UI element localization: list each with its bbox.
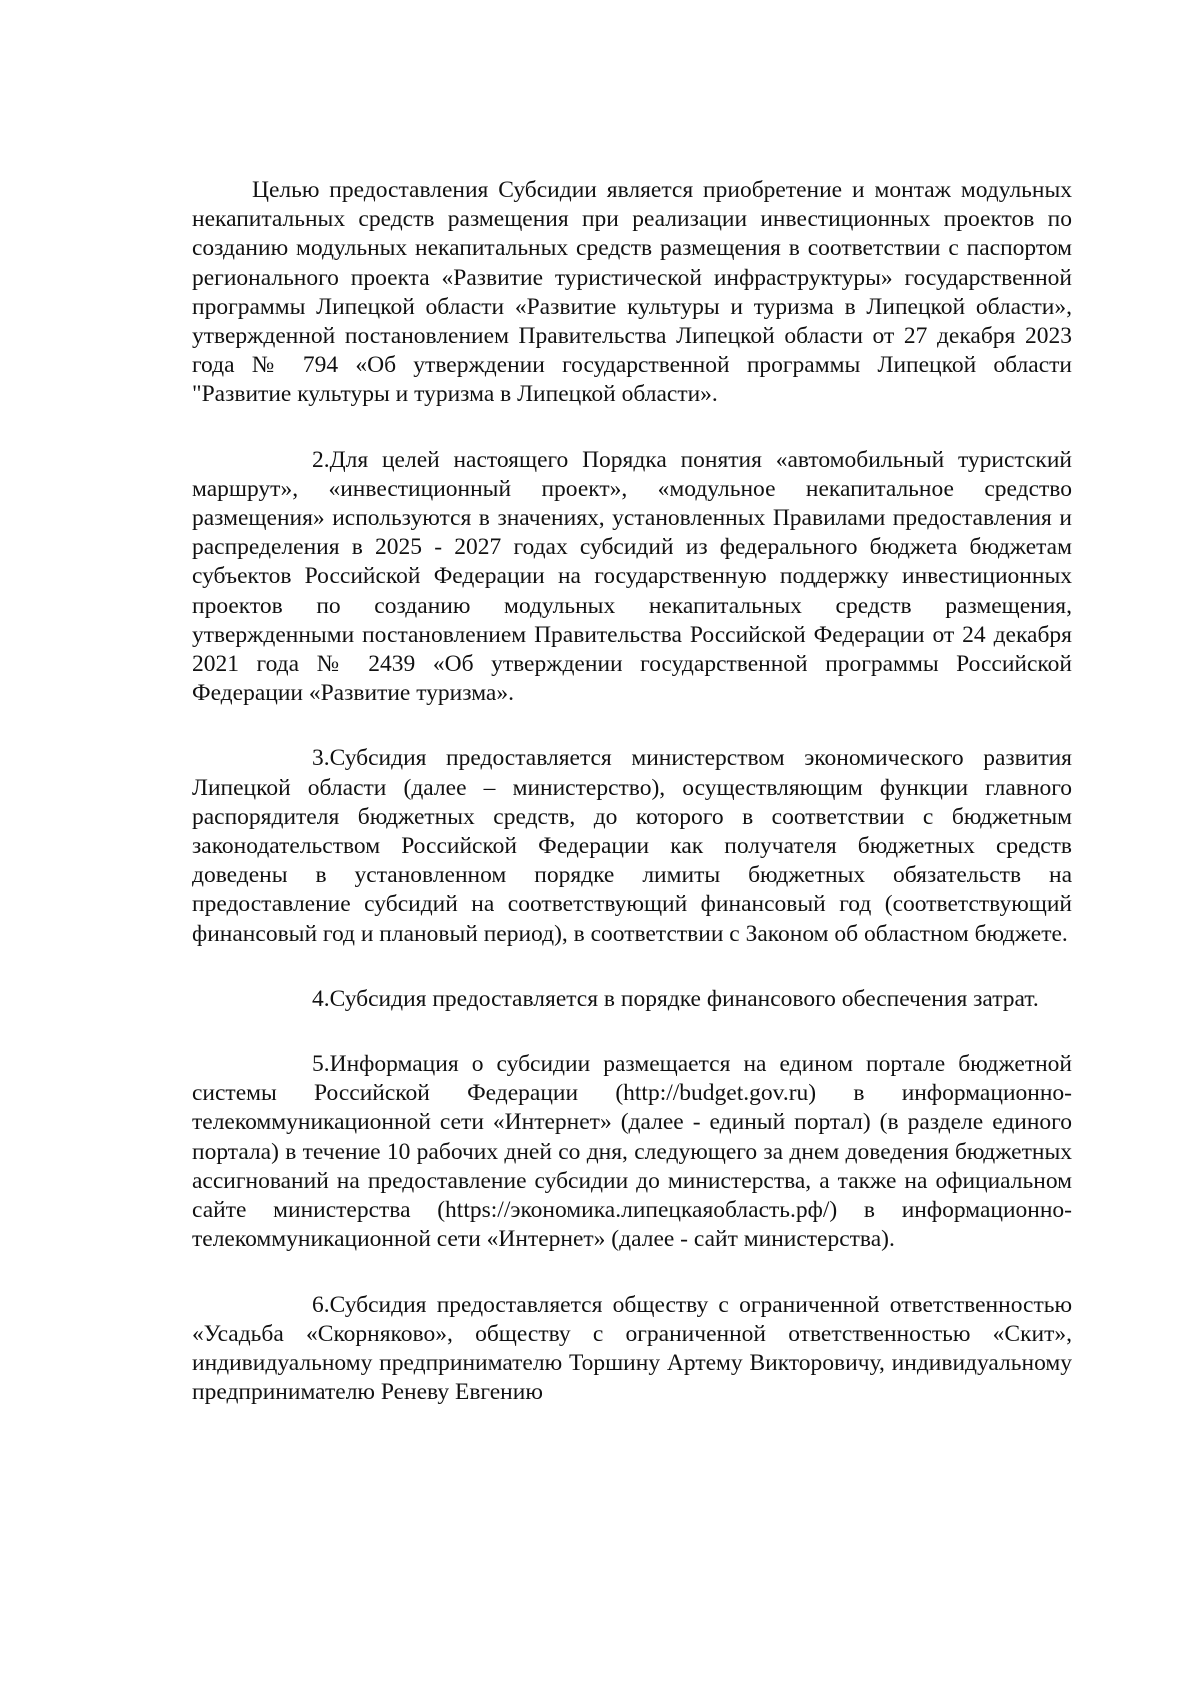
paragraph-text: Субсидия предоставляется министерством экономического развития Липецкой области (далее – министерство), осуществляющим функции главного распорядителя бюджетных средств, до которого в соответствии с бюджетным законодательством Российской Федерации как получателя бюджетных средств доведены в установленном порядке лимиты бюджетных обязательств на предоставление субсидий на соответствующий финансовый год (соответствующий финансовый год и плановый период), в соответствии с Законом об областном бюджете. [192, 745, 1072, 947]
paragraph-5 [192, 1050, 1072, 1254]
paragraph-text: Информация о субсидии размещается на едином портале бюджетной системы Российской Федерации (http://budget.gov.ru) в информационно-телекоммуникационной сети «Интернет» (далее - единый портал) (в разделе единого портала) в течение 10 рабочих дней со дня, следующего за днем доведения бюджетных ассигнований на предоставление субсидии до министерства, а также на официальном сайте министерства (https://экономика.липецкаяобласть.рф/) в информационно-телекоммуникационной сети «Интернет» (далее - сайт министерства). [192, 1051, 1072, 1253]
paragraph-number: 5. [312, 1051, 330, 1078]
paragraph-2 [192, 446, 1072, 709]
paragraph-3 [192, 744, 1072, 948]
paragraph-number: 4. [312, 985, 330, 1012]
paragraph-text: Субсидия предоставляется в порядке финансового обеспечения затрат. [329, 985, 1039, 1012]
paragraph-purpose [192, 176, 1072, 410]
paragraph-number: 2. [312, 446, 330, 473]
paragraph-text: Целью предоставления Субсидии является приобретение и монтаж модульных некапитальных средств размещения при реализации инвестиционных проектов по созданию модульных некапитальных средств размещения в соответствии с паспортом регионального проекта «Развитие туристической инфраструктуры» государственной программы Липецкой области «Развитие культуры и туризма в Липецкой области», утвержденной постановлением Правительства Липецкой области от 27 декабря 2023 года № 794 «Об утверждении государственной программы Липецкой области "Развитие культуры и туризма в Липецкой области». [192, 177, 1072, 408]
paragraph-6 [192, 1291, 1072, 1408]
paragraph-text: Для целей настоящего Порядка понятия «автомобильный туристский маршрут», «инвестиционный проект», «модульное некапитальное средство размещения» используются в значениях, установленных Правилами предоставления и распределения в 2025 - 2027 годах субсидий из федерального бюджета бюджетам субъектов Российской Федерации на государственную поддержку инвестиционных проектов по созданию модульных некапитальных средств размещения, утвержденными постановлением Правительства Российской Федерации от 24 декабря 2021 года № 2439 «Об утверждении государственной программы Российской Федерации «Развитие туризма». [192, 446, 1072, 707]
paragraph-number: 3. [312, 745, 330, 772]
document-body [192, 176, 1072, 1443]
paragraph-number: 6. [312, 1291, 330, 1318]
paragraph-4 [192, 985, 1072, 1014]
paragraph-text: Субсидия предоставляется обществу с ограниченной ответственностью «Усадьба «Скорняково», обществу с ограниченной ответственностью «Скит», индивидуальному предпринимателю Торшину Артему Викторовичу, индивидуальному предпринимателю Реневу Евгению [192, 1291, 1072, 1406]
